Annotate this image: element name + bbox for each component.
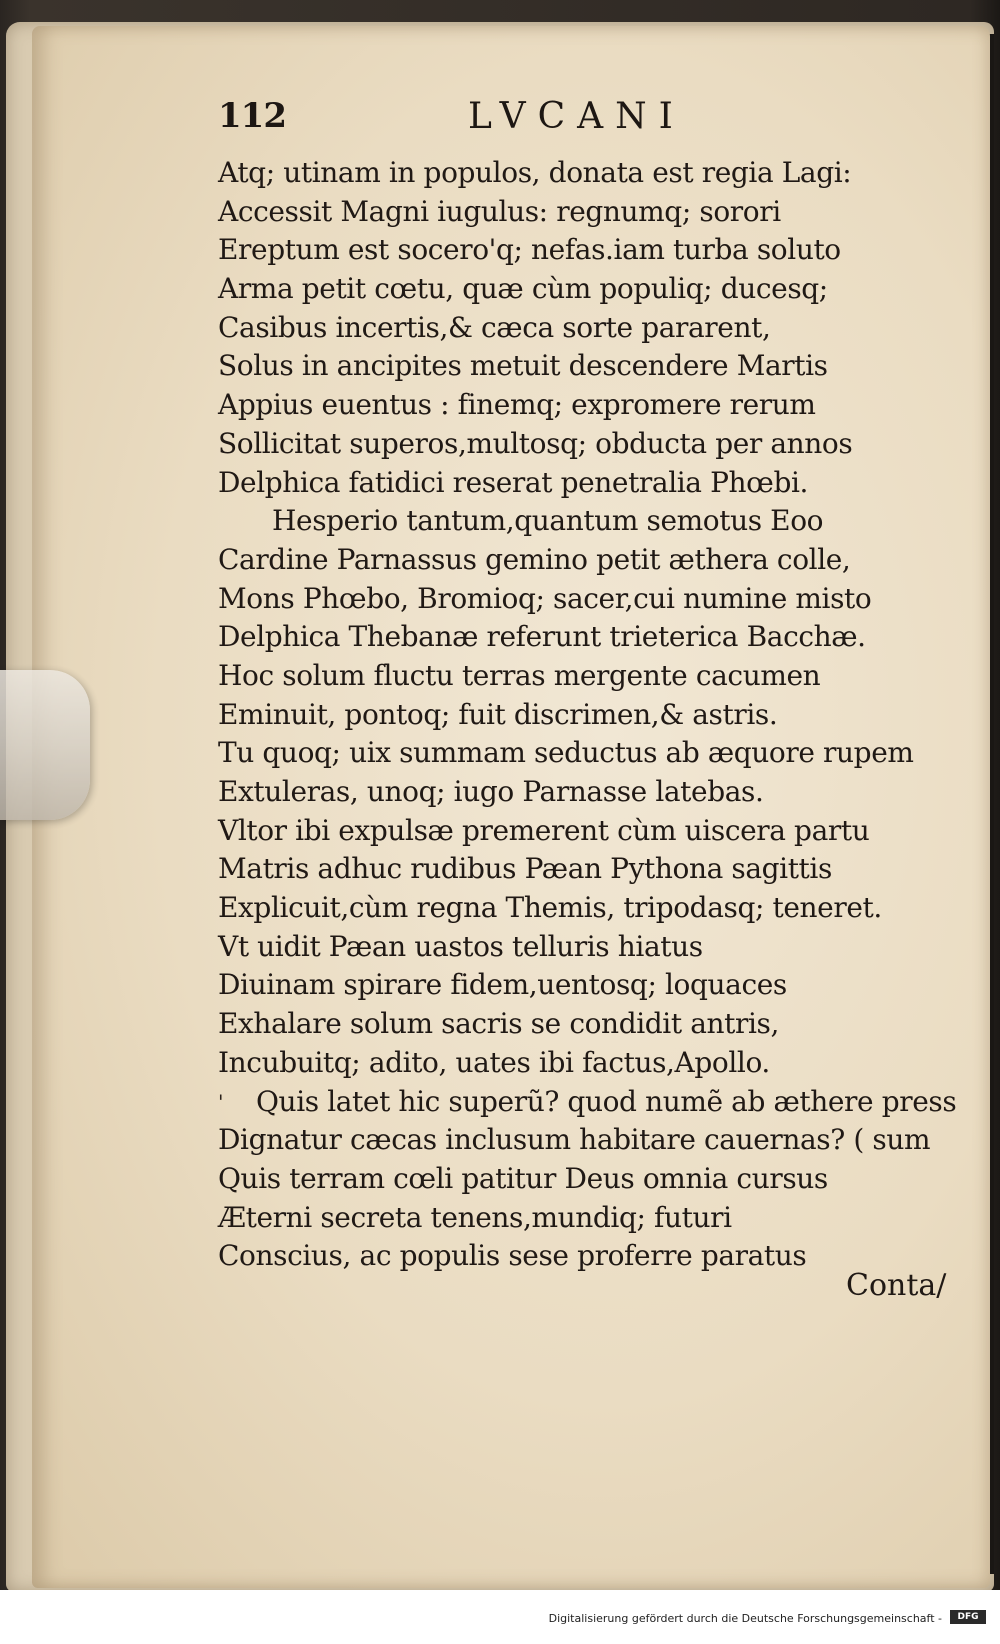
- verse-line: Mons Phœbo, Bromioq; sacer,cui numine misto: [218, 581, 872, 615]
- verse-line: Æterni secreta tenens,mundiq; futuri: [218, 1200, 732, 1234]
- verse-line: Vltor ibi expulsæ premerent cùm uiscera partu: [218, 813, 870, 847]
- verse-line: Solus in ancipites metuit descendere Martis: [218, 349, 828, 383]
- margin-mark: ': [218, 1089, 224, 1114]
- dfg-logo: DFG: [950, 1610, 986, 1624]
- verse-line: Extuleras, unoq; iugo Parnasse latebas.: [218, 775, 764, 808]
- verse-line: Vt uidit Pæan uastos telluris hiatus: [218, 929, 703, 963]
- verse-line: Explicuit,cùm regna Themis, tripodasq; teneret.: [218, 891, 882, 925]
- verse-line-text: Quis latet hic superũ? quod numẽ ab æthere press: [256, 1084, 957, 1118]
- running-head: LVCANI: [468, 96, 685, 137]
- verse-line: Cardine Parnassus gemino petit æthera colle,: [218, 542, 851, 576]
- verse-line: Diuinam spirare fidem,uentosq; loquaces: [218, 968, 787, 1002]
- verse-line: Incubuitq; adito, uates ibi factus,Apollo.: [218, 1045, 770, 1079]
- verse-line: Eminuit, pontoq; fuit discrimen,& astris.: [218, 697, 778, 731]
- verse-line: Exhalare solum sacris se condidit antris,: [218, 1007, 779, 1041]
- verse-line: Casibus incertis,& cæca sorte pararent,: [218, 310, 771, 344]
- verse-line-marked: [218, 1083, 993, 1122]
- verse-line-indented: Hesperio tantum,quantum semotus Eoo: [272, 504, 824, 538]
- verse-text-block: [218, 154, 993, 1276]
- verse-line: Sollicitat superos,multosq; obducta per annos: [218, 426, 853, 460]
- verse-line: Matris adhuc rudibus Pæan Pythona sagittis: [218, 852, 832, 886]
- verse-line: Accessit Magni iugulus: regnumq; sorori: [218, 194, 781, 228]
- catchword: Conta/: [846, 1268, 947, 1303]
- clasp-shadow: [0, 670, 90, 820]
- page-header: [218, 96, 958, 146]
- verse-line: Dignatur cæcas inclusum habitare cauernas? ( sum: [218, 1123, 931, 1157]
- verse-line: Ereptum est socero'q; nefas.iam turba soluto: [218, 233, 841, 267]
- footer-bar: [0, 1590, 1000, 1644]
- verse-line: Delphica Thebanæ referunt trieterica Bacchæ.: [218, 620, 866, 654]
- page-number: 112: [218, 96, 286, 136]
- verse-line: Quis terram cœli patitur Deus omnia cursus: [218, 1161, 828, 1195]
- verse-line: Hoc solum fluctu terras mergente cacumen: [218, 658, 821, 692]
- footer-credit: Digitalisierung gefördert durch die Deutsche Forschungsgemeinschaft -: [548, 1612, 942, 1625]
- verse-line: Delphica fatidici reserat penetralia Phœbi.: [218, 465, 809, 499]
- verse-line: Arma petit cœtu, quæ cùm populiq; ducesq;: [218, 272, 828, 306]
- verse-line: Atq; utinam in populos, donata est regia Lagi:: [218, 156, 852, 189]
- verse-line: Tu quoq; uix summam seductus ab æquore rupem: [218, 736, 914, 770]
- verse-line: Conscius, ac populis sese proferre paratus: [218, 1239, 807, 1273]
- verse-line: Appius euentus : finemq; expromere rerum: [218, 388, 816, 422]
